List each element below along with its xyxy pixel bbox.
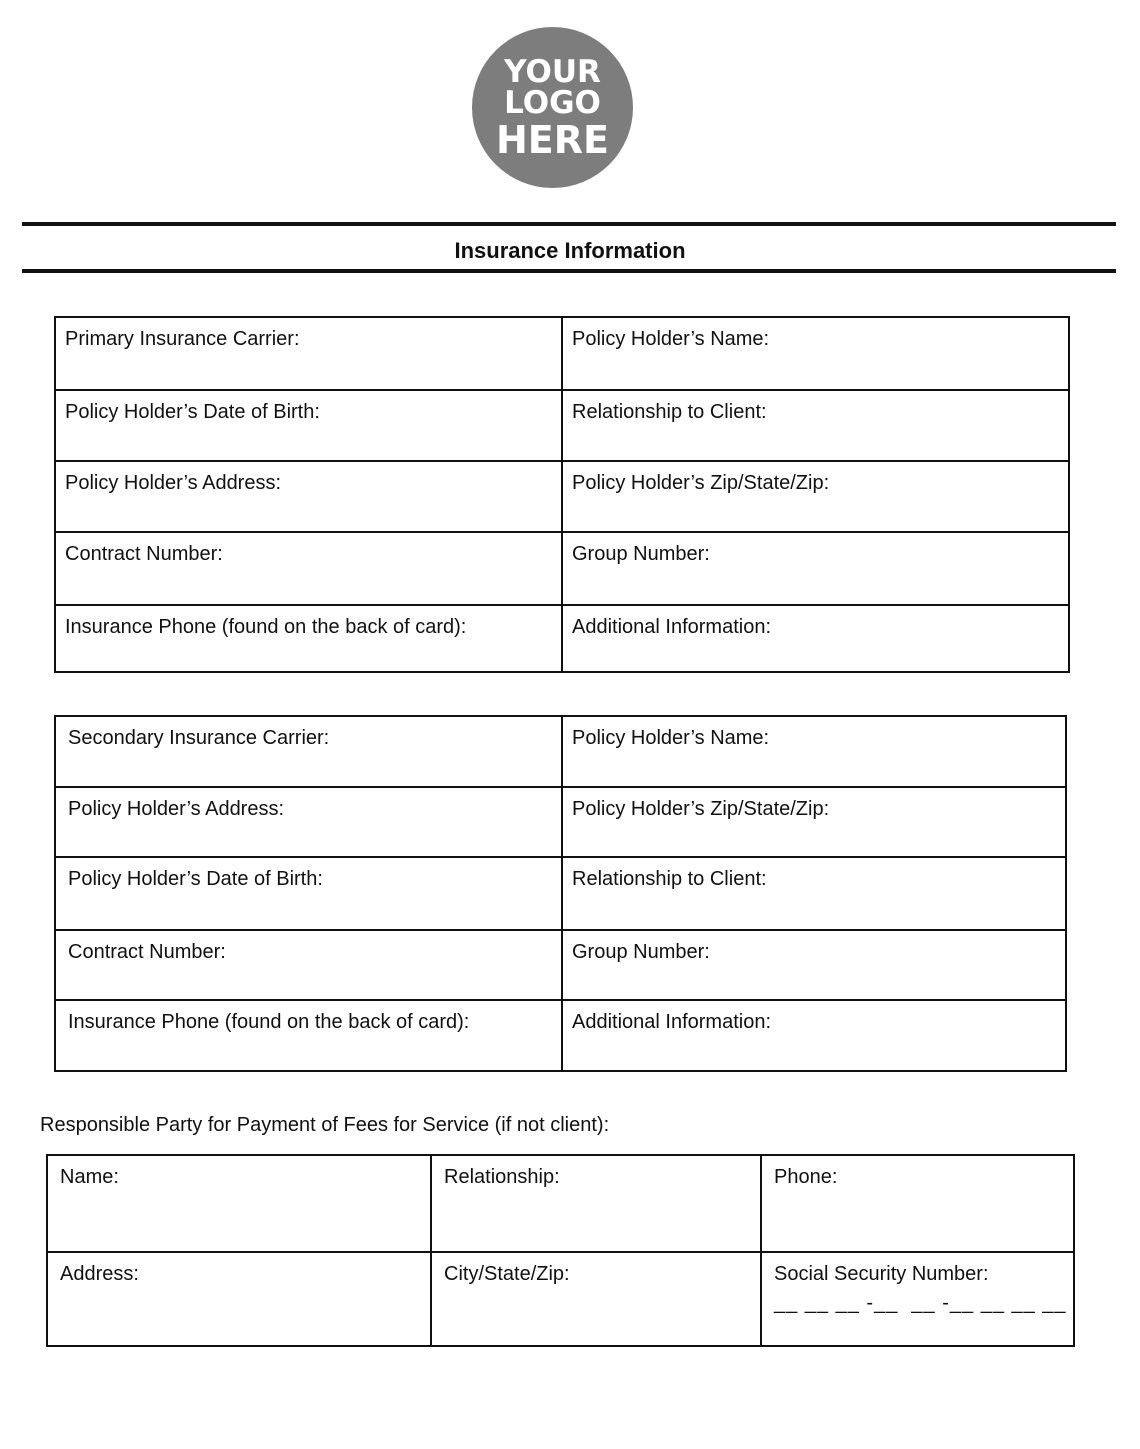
ssn-label: Social Security Number: [774,1263,989,1285]
responsible-party-heading: Responsible Party for Payment of Fees for Service (if not client): [40,1114,610,1136]
policy-holder-zip-field[interactable]: Policy Holder’s Zip/State/Zip: [563,462,1068,533]
address-field[interactable]: Address: [48,1253,432,1345]
policy-holder-name-field[interactable]: Policy Holder’s Name: [563,318,1068,391]
group-number-field[interactable]: Group Number: [563,931,1065,1001]
bottom-divider [22,269,1116,273]
insurance-phone-field[interactable]: Insurance Phone (found on the back of card): [56,1001,563,1070]
primary-insurance-carrier-field[interactable]: Primary Insurance Carrier: [56,318,563,391]
section-title: Insurance Information [454,238,686,263]
ssn-blank-line[interactable]: __ __ __ -__ __ -__ __ __ __ [774,1292,1067,1314]
policy-holder-zip-field[interactable]: Policy Holder’s Zip/State/Zip: [563,788,1065,858]
ssn-field[interactable] [762,1253,1073,1345]
contract-number-field[interactable]: Contract Number: [56,931,563,1001]
primary-insurance-table [54,316,1070,673]
logo-text: HERE [496,117,609,162]
insurance-phone-field[interactable]: Insurance Phone (found on the back of card): [56,606,563,671]
additional-information-field[interactable]: Additional Information: [572,616,772,638]
policy-holder-dob-field[interactable]: Policy Holder’s Date of Birth: [56,391,563,462]
top-divider [22,222,1116,226]
secondary-insurance-carrier-field[interactable]: Secondary Insurance Carrier: [56,717,563,788]
policy-holder-address-field[interactable]: Policy Holder’s Address: [56,788,563,858]
name-field[interactable]: Name: [48,1156,432,1253]
policy-holder-dob-field[interactable]: Policy Holder’s Date of Birth: [56,858,563,931]
secondary-insurance-table [54,715,1067,1072]
logo-placeholder [472,27,633,188]
logo-text: LOGO [504,84,601,121]
phone-field[interactable]: Phone: [762,1156,1073,1253]
policy-holder-address-field[interactable]: Policy Holder’s Address: [56,462,563,533]
relationship-to-client-field[interactable]: Relationship to Client: [563,858,1065,931]
relationship-to-client-field[interactable]: Relationship to Client: [563,391,1068,462]
city-state-zip-field[interactable]: City/State/Zip: [432,1253,762,1345]
group-number-field[interactable]: Group Number: [563,533,1068,606]
policy-holder-name-field[interactable]: Policy Holder’s Name: [563,717,1065,788]
contract-number-field[interactable]: Contract Number: [56,533,563,606]
logo-text: YOUR [504,53,601,90]
additional-information-field[interactable]: Additional Information: [572,1011,772,1033]
responsible-party-table [46,1154,1075,1347]
relationship-field[interactable]: Relationship: [432,1156,762,1253]
